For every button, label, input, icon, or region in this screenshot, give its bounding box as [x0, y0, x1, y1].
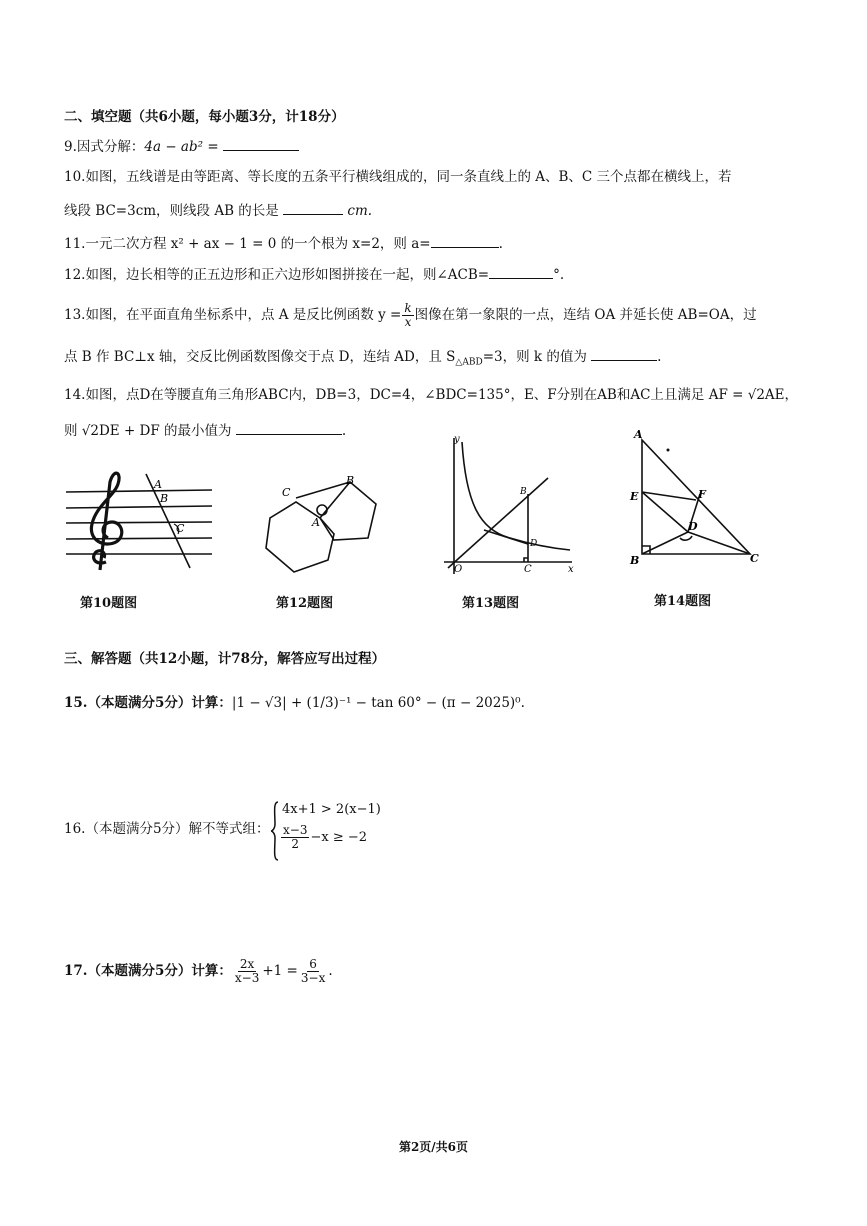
question-13-line-1	[64, 302, 757, 329]
q14-answer-blank[interactable]	[236, 420, 342, 435]
q16-row-1: 4x+1 > 2(x−1)	[282, 802, 381, 817]
q13-line-1a: 13.如图，在平面直角坐标系中，点 A 是反比例函数 y =	[64, 307, 402, 323]
q13-line-1b: 图像在第一象限的一点，连结 OA 并延长使 AB=OA，过	[414, 307, 757, 323]
f13-label-o: O	[454, 564, 463, 575]
q17-lead: 17.（本题满分5分）计算：	[64, 963, 232, 979]
treble-clef-icon	[91, 473, 121, 570]
q17-f1-den: x−3	[234, 971, 260, 985]
q12-answer-blank[interactable]	[489, 264, 553, 279]
q9-expr: 4a − ab² =	[144, 139, 219, 155]
question-14-line-1: 14.如图，点D在等腰直角三角形ABC内，DB=3，DC=4，∠BDC=135°，E、F分别在AB和AC上且满足 AF = √2AE，	[64, 387, 799, 403]
f13-label-c: C	[524, 564, 532, 575]
f14-label-c: C	[750, 552, 759, 565]
q10-unit: cm.	[347, 203, 373, 219]
f10-label-a: A	[154, 478, 162, 491]
f14-label-e: E	[630, 490, 639, 503]
q17-mid: +1 =	[262, 963, 298, 979]
caption-figure-10: 第10题图	[80, 596, 138, 611]
q13-fraction-k-over-x	[402, 302, 413, 329]
figure-13-coordinate-plane	[440, 434, 580, 578]
f10-label-c: C	[176, 522, 185, 535]
triangle-abc	[642, 440, 750, 554]
q13-frac-num: k	[404, 301, 412, 315]
question-10-line-1: 10.如图，五线谱是由等距离、等长度的五条平行横线组成的，同一条直线上的 A、B、C 三个点都在横线上，若	[64, 169, 732, 185]
q11-text: 11.一元二次方程 x² + ax − 1 = 0 的一个根为 x=2，则 a=	[64, 236, 431, 252]
f14-label-f: F	[698, 488, 706, 501]
q12-end: °.	[553, 267, 565, 283]
f13-label-b: B	[520, 487, 527, 497]
q10-answer-blank[interactable]	[283, 200, 343, 215]
q12-text: 12.如图，边长相等的正五边形和正六边形如图拼接在一起，则∠ACB=	[64, 267, 490, 283]
f14-label-a: A	[634, 428, 643, 441]
question-14-line-2	[64, 420, 346, 440]
caption-figure-12: 第12题图	[276, 596, 334, 611]
question-15	[64, 694, 525, 712]
f13-label-x: x	[568, 564, 574, 575]
q14-end: .	[341, 423, 347, 439]
q11-answer-blank[interactable]	[431, 233, 499, 248]
q13-end: .	[657, 349, 662, 365]
q16-row-2-den: 2	[291, 837, 300, 851]
brace-icon	[270, 800, 280, 862]
q14-line-2-text: 则 √2DE + DF 的最小值为	[64, 423, 232, 439]
q17-f2-num: 6	[309, 957, 317, 971]
q17-f1-num: 2x	[239, 957, 255, 971]
question-13-line-2	[64, 346, 661, 372]
figure-12-pentagon-hexagon	[258, 468, 388, 576]
question-16-lead: 16.（本题满分5分）解不等式组：	[64, 821, 270, 837]
q16-row-2-num: x−3	[283, 823, 308, 837]
q13-answer-blank[interactable]	[591, 346, 657, 361]
q15-lead: 15.（本题满分5分）计算：	[64, 695, 232, 711]
page-number: 第2页/共6页	[398, 1140, 469, 1154]
caption-figure-14: 第14题图	[654, 594, 712, 609]
q13-area-subscript: △ABD	[455, 357, 483, 368]
q16-row-2	[280, 824, 367, 851]
f14-label-d: D	[688, 520, 698, 533]
hyperbola-curve	[462, 442, 570, 550]
f13-label-y: y	[454, 434, 460, 445]
q13-line-2a: 点 B 作 BC⊥x 轴，交反比例函数图像交于点 D，连结 AD，且 S	[64, 349, 456, 365]
pentagon-shape	[320, 482, 376, 540]
q9-lead: 9.因式分解：	[64, 139, 145, 155]
question-11	[64, 233, 503, 253]
section-2-title: 二、填空题（共6小题，每小题3分，计18分）	[64, 109, 345, 125]
question-12	[64, 264, 564, 284]
f12-label-a: A	[312, 516, 320, 529]
question-17	[64, 958, 333, 985]
question-10-line-2	[64, 200, 372, 220]
line-ob	[448, 478, 548, 568]
q16-row-2-rest: −x ≥ −2	[310, 830, 368, 845]
q13-frac-den: x	[404, 315, 412, 329]
caption-figure-13: 第13题图	[462, 596, 520, 611]
q17-fraction-1	[233, 958, 261, 985]
f13-label-d: D	[530, 539, 538, 549]
f12-label-c: C	[282, 486, 291, 499]
f10-label-b: B	[160, 492, 169, 505]
q17-fraction-2	[299, 958, 327, 985]
q9-answer-blank[interactable]	[223, 136, 299, 151]
q13-line-2b: =3，则 k 的值为	[482, 349, 587, 365]
q11-end: .	[498, 236, 503, 252]
section-3-title: 三、解答题（共12小题，计78分，解答应写出过程）	[64, 651, 386, 667]
q17-f2-den: 3−x	[300, 971, 326, 985]
q17-end: .	[328, 963, 333, 979]
q10-line-2-text: 线段 BC=3cm，则线段 AB 的长是	[64, 203, 279, 219]
figure-10-staff	[60, 462, 220, 582]
question-9	[64, 136, 299, 156]
f14-label-b: B	[630, 554, 640, 567]
q15-expr: |1 − √3| + (1/3)⁻¹ − tan 60° − (π − 2025)⁰.	[231, 695, 525, 711]
q16-inequality-system	[270, 800, 381, 862]
figure-14-triangle	[628, 430, 764, 570]
f12-label-b: B	[346, 474, 355, 487]
